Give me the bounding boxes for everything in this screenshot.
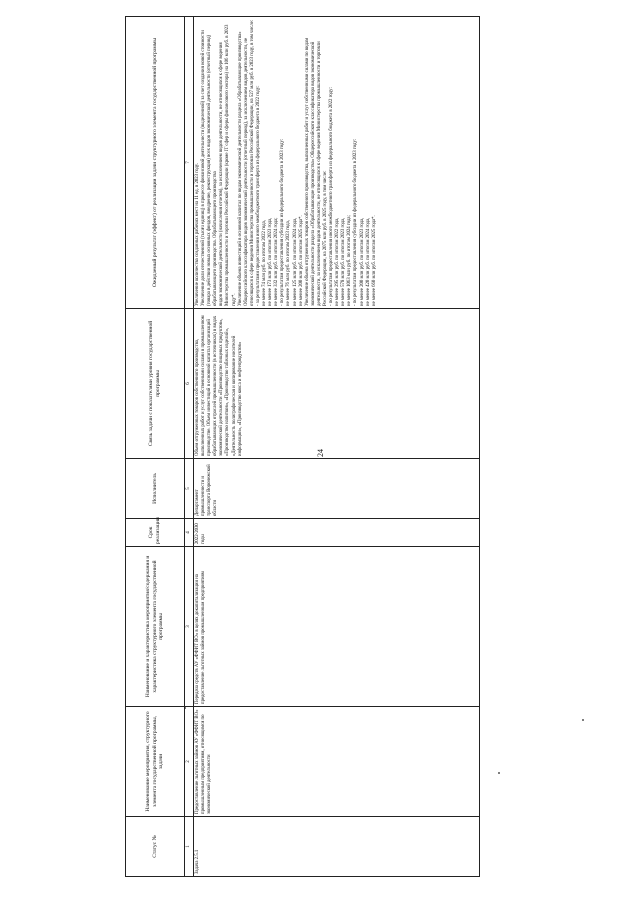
result-line: видов экономической деятельности (начисления отчетов), за исключением видов деятельности, не относящихся к сфере ведения Министерства промышленности и торговли Российской Федерации (кроме IT сфер и сферы финансового сектора) на 106 млн руб. в 2023 году*. [219, 24, 237, 306]
cell-link: Объем отгруженных товаров собственного производства, выполненных работ и услуг собственными силами в промышленном производстве. Объем инвестиций в основной капитал организаций обрабатывающих отраслей промышленности (в источниках) в видах экономической деятельности «Производство пищевых продуктов», «Производство напитков», «Производство табачных изделий», «Деятельность полиграфическая и копирование носителей информации», «Производство кокса и нефтепродуктов» [194, 309, 480, 459]
header-term: Срок реализации [126, 519, 185, 547]
header-link: Связь задачи с показателями уровня государственной программы [126, 309, 185, 459]
header-name: Наименование мероприятия, структурного элемента государственной программы, задачи [126, 707, 185, 817]
column-number: 3 [185, 547, 194, 707]
result-line: Увеличение количества созданных рабочих мест на 11 ед. в 2023 году. [195, 163, 200, 306]
result-line: - по результатам предоставления субсидии из федерального бюджета в 2023 году: [353, 138, 359, 306]
result-line: - по результатам предоставления иного межбюджетного трансферта из федерального бюджета в 2022 году: [329, 87, 335, 306]
cell-description: Передача средств АУ «ФФИТ ВО» в целях докапитализации на предоставление льготных займов промышленным предприятиям [194, 547, 480, 707]
column-number: 5 [185, 459, 194, 519]
cell-name: Предоставление льготных займов АУ «ФФИТ ВО» промышленным предприятиям, относящимся по экономической деятельности [194, 707, 480, 817]
result-line: не менее 74 млн руб. по итогам 2022 года, [262, 220, 268, 306]
scan-speck [498, 772, 500, 774]
result-line: не менее 332 млн руб. по итогам 2024 года; [274, 217, 280, 306]
program-table [125, 16, 480, 877]
result-line: не менее 125 млн руб. по итогам 2024 года, [292, 217, 298, 306]
rotated-table-sheet [125, 17, 480, 877]
result-line: не менее 200 млн руб. по итогам 2023 года, [359, 217, 365, 306]
header-executor: Исполнитель [126, 459, 185, 519]
cell-term: 2022-2030 годы [194, 519, 480, 547]
result-line: не менее 1063 млн руб. по итогам 2024 года; [347, 215, 353, 306]
result-line: Увеличение доли отечественной (тысяч единиц) в процессе финансовой деятельности (выделенной) за счет создания новой стоимости (товара в действии новых основных фондов, внедрение, реконструкция) всех видов экономической деятельности (отчетный период) обрабатывающего производства. Обрабатывающего производства [201, 30, 219, 306]
column-number-row [185, 17, 194, 877]
result-line: - за результатами предоставления иного межбюджетного трансферта из федерального бюджета в 2022 году: [255, 85, 261, 306]
result-line: не менее 660 млн руб. по итогам 2025 года*. [371, 215, 377, 306]
cell-executor: Департамент промышленности и транспорта Воронежской области [194, 459, 480, 519]
result-line: Увеличение объема инвестиций в основной капитал по видам экономической деятельности раздела «Обрабатывающие производства» Общероссийского классификатора видов экономической деятельности (отчетный период), за исключением видов деятельности, не относящихся к сфере ведения Министерства промышленности и торговли Российской Федерации, на 527 млн руб. в 2023 году, в том числе: [237, 19, 255, 306]
result-line: не менее 295 млн руб. по итогам 2022 года, [335, 217, 341, 306]
result-line: не менее 200 млн руб. по итогам 2025 года*. [298, 215, 304, 306]
cell-results [194, 17, 480, 309]
column-number: 7 [185, 17, 194, 309]
scan-speck [582, 719, 584, 721]
header-result: Ожидаемый результат (эффект) от реализации задачи структурного элемента государственной программы [126, 17, 185, 309]
header-description: Наименование и характеристика мероприятия/содержания и характеристика структурного элемента государственной программы [126, 547, 185, 707]
result-line: не менее 420 млн руб. по итогам 2024 года, [365, 217, 371, 306]
page-number: 24 [316, 449, 325, 457]
column-number: 4 [185, 519, 194, 547]
header-status: Статус № [126, 817, 185, 877]
table-row [194, 17, 480, 877]
column-number: 6 [185, 309, 194, 459]
result-line: не менее 173 млн руб. по итогам 2023 года, [268, 217, 274, 306]
result-line: - по результатам предоставления субсидии из федерального бюджета в 2023 году: [280, 138, 286, 306]
column-number: 1 [185, 817, 194, 877]
table-header-row [126, 17, 185, 877]
column-number: 2 [185, 707, 194, 817]
result-line: Увеличение объема отгруженных товаров собственного производства, выполненных работ и услуг собственными силами по видам экономической деятельности раздела «Обрабатывающие производства» Общероссийского классификатора видов экономической деятельности, за исключением видов деятельности, не относящихся к сфере ведения Министерства промышленности и торговли Российской Федерации, на 2075 млн руб. в 2025 году, в том числе: [304, 37, 328, 306]
result-line: не менее 578 млн руб. по итогам 2023 года, [341, 217, 347, 306]
result-line: не менее 76 млн руб. по итогам 2023 года, [286, 220, 292, 306]
cell-status: Задача 2.5.1 [194, 817, 480, 877]
